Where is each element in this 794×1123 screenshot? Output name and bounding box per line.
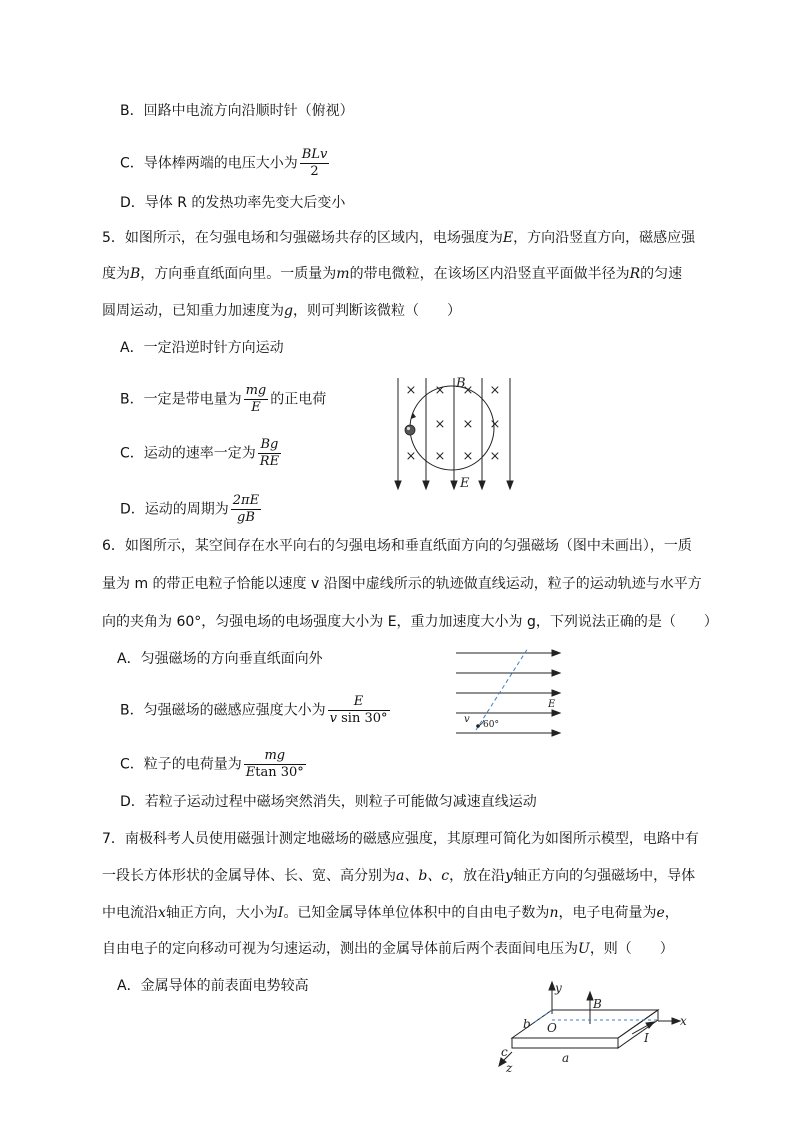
q6-figure <box>448 644 566 740</box>
fig-label-angle: 60° <box>483 720 499 730</box>
q5-l3-g: g <box>284 303 293 319</box>
q6-option-c <box>120 748 308 781</box>
q5-figure <box>388 372 526 494</box>
q6-b-den-sin: sin 30° <box>341 711 388 726</box>
q7-l3-c: 。已知金属导体单位体积中的自由电子数为 <box>283 905 550 921</box>
q5-l1-b: ，方向沿竖直方向，磁感应强 <box>513 230 696 246</box>
q5-l3-b: ，则可判断该微粒（ ） <box>292 303 461 319</box>
particle-highlight <box>407 427 410 430</box>
q7-l3-x: x <box>158 905 166 921</box>
e-arrow-5 <box>552 730 560 736</box>
cross-mark: × <box>434 383 446 398</box>
q5-stem-line3 <box>102 301 461 321</box>
charged-particle <box>405 425 415 435</box>
e-arrow-4 <box>552 710 560 716</box>
q5-d-den: gB <box>237 510 255 525</box>
field-arrow-1 <box>395 481 401 489</box>
circular-path <box>410 386 494 470</box>
q5-b-tail: 的正电荷 <box>270 391 327 408</box>
q5-l2-d: 的匀速 <box>640 266 683 282</box>
q4-c-denominator: 2 <box>310 164 319 179</box>
q5-c-den: RE <box>259 454 280 469</box>
q5-option-a: A．一定沿逆时针方向运动 <box>120 340 284 356</box>
cross-mark: × <box>434 417 446 432</box>
q6-b-den-v: v <box>329 711 337 726</box>
q5-b-den: E <box>251 400 261 415</box>
fig-label-c: c <box>501 1045 508 1059</box>
fig-label-B: B <box>593 997 602 1011</box>
q6-c-den-tan: tan 30° <box>255 765 304 780</box>
q7-stem-line1: 7．南极科考人员使用磁强计测定地磁场的磁感应强度，其原理可简化为如图所示模型，电路中有 <box>102 831 699 847</box>
q5-d-fraction <box>231 493 261 526</box>
q7-l3-I: I <box>277 905 284 921</box>
q6-b-fraction <box>328 694 390 727</box>
q6-stem-line1: 6．如图所示，某空间存在水平向右的匀强电场和垂直纸面方向的匀强磁场（图中未画出），一质 <box>102 538 692 554</box>
q5-l3-a: 圆周运动，已知重力加速度为 <box>102 303 284 319</box>
q5-option-b <box>120 383 326 416</box>
q6-c-den-E: E <box>245 765 256 780</box>
q4-option-c-fraction <box>300 147 330 180</box>
field-arrow-2 <box>423 481 429 489</box>
field-arrow-5 <box>507 481 513 489</box>
field-arrow-3 <box>451 481 457 489</box>
fig-label-O: O <box>547 1021 557 1035</box>
q7-l3-e: e <box>656 905 665 921</box>
fig-label-y: y <box>555 981 562 995</box>
e-arrow-2 <box>552 670 560 676</box>
q5-option-d <box>120 493 263 526</box>
q7-l2-b: ，放在沿 <box>449 868 506 884</box>
q5-l2-B: B <box>130 266 141 282</box>
q7-l4-b: ，则（ ） <box>589 941 674 957</box>
fig-label-x: x <box>680 1014 687 1028</box>
q5-l2-R: R <box>629 266 641 282</box>
q7-l3-d: ，电子电荷量为 <box>558 905 657 921</box>
q6-b-text: B．匀强磁场的磁感应强度大小为 <box>120 702 326 719</box>
cross-mark: × <box>405 383 417 398</box>
box-front-face <box>512 1038 618 1048</box>
q7-l4-U: U <box>578 941 590 957</box>
q6-option-a: A．匀强磁场的方向垂直纸面向外 <box>117 651 323 667</box>
q7-l2-a: 一段长方体形状的金属导体、长、宽、高分别为 <box>102 868 396 884</box>
fig-label-I: I <box>644 1031 649 1045</box>
fig-label-v: v <box>464 714 470 725</box>
fig-label-E: E <box>460 476 470 491</box>
q6-c-text: C．粒子的电荷量为 <box>120 756 242 773</box>
cross-mark: × <box>489 449 501 464</box>
q7-stem-line4 <box>102 939 674 959</box>
q7-l3-e2: ， <box>664 905 679 921</box>
q7-stem-line2 <box>102 866 695 886</box>
cross-mark: × <box>462 383 474 398</box>
q7-l3-n: n <box>549 905 559 921</box>
fig-label-E: E <box>548 699 556 710</box>
e-arrow-1 <box>552 650 560 656</box>
q4-option-d: D．导体 R 的发热功率先变大后变小 <box>120 195 346 211</box>
q4-option-b: B．回路中电流方向沿顺时针（俯视） <box>120 103 354 119</box>
q5-stem-line1 <box>102 228 695 248</box>
q6-c-num: mg <box>244 748 306 765</box>
q5-l2-c: 的带电微粒，在该场区内沿竖直平面做半径为 <box>349 266 630 282</box>
q7-figure <box>492 978 694 1074</box>
q5-l2-a: 度为 <box>102 266 130 282</box>
fig-label-z: z <box>506 1061 513 1074</box>
q5-option-c <box>120 437 283 470</box>
q7-l2-c: 轴正方向的匀强磁场中，导体 <box>513 868 696 884</box>
q5-b-num: mg <box>245 383 267 398</box>
cross-mark: × <box>489 417 501 432</box>
q5-l2-m: m <box>336 266 350 282</box>
q5-l1-E: E <box>502 230 514 246</box>
cross-mark: × <box>489 383 501 398</box>
q5-l1-a: 5．如图所示，在匀强电场和匀强磁场共存的区域内，电场强度为 <box>102 230 503 246</box>
box-side-face <box>618 1010 658 1048</box>
cross-mark: × <box>434 449 446 464</box>
q6-stem-line2: 量为 m 的带正电粒子恰能以速度 v 沿图中虚线所示的轨迹做直线运动，粒子的运动轨迹与水平方 <box>102 576 702 592</box>
cross-mark: × <box>462 449 474 464</box>
q5-c-num: Bg <box>258 437 281 454</box>
fig-label-b: b <box>523 1017 531 1031</box>
fig-label-a: a <box>562 1051 570 1065</box>
q7-stem-line3 <box>102 903 679 923</box>
q7-l2-y: y <box>505 868 514 884</box>
q6-option-b <box>120 694 392 727</box>
q4-option-c-text: C．导体棒两端的电压大小为 <box>120 155 298 172</box>
q5-c-text: C．运动的速率一定为 <box>120 445 256 462</box>
cross-mark: × <box>405 449 417 464</box>
fig-label-B: B <box>456 376 466 391</box>
q5-d-num: 2πE <box>232 493 260 508</box>
q5-l2-b: ，方向垂直纸面向里。一质量为 <box>140 266 337 282</box>
q5-b-text: B．一定是带电量为 <box>120 391 242 408</box>
q5-d-text: D．运动的周期为 <box>120 501 229 518</box>
trajectory-dashed-line <box>476 648 528 730</box>
q7-l3-b: 轴正方向，大小为 <box>165 905 278 921</box>
q5-stem-line2 <box>102 264 682 284</box>
q6-stem-line3: 向的夹角为 60°，匀强电场的电场强度大小为 E，重力加速度大小为 g，下列说法正确的是（ ） <box>102 614 718 630</box>
q5-b-fraction <box>244 383 269 416</box>
q6-b-num: E <box>328 694 390 711</box>
q6-c-fraction <box>244 748 306 781</box>
e-arrow-3 <box>552 690 560 696</box>
q6-option-d: D．若粒子运动过程中磁场突然消失，则粒子可能做匀减速直线运动 <box>120 794 537 810</box>
q7-option-a: A．金属导体的前表面电势较高 <box>117 978 309 994</box>
particle-dot <box>476 724 480 728</box>
q4-c-numerator: BLv <box>301 147 328 162</box>
q5-c-fraction <box>258 437 281 470</box>
box-top-face <box>512 1010 658 1038</box>
q4-option-c <box>120 147 331 180</box>
q7-l4-a: 自由电子的定向移动可视为匀速运动，测出的金属导体前后两个表面间电压为 <box>102 941 578 957</box>
field-arrow-4 <box>479 481 485 489</box>
x-axis-arrow <box>672 1018 680 1024</box>
q7-l3-a: 中电流沿 <box>102 905 158 921</box>
cross-mark: × <box>462 417 474 432</box>
q7-l2-abc: a、b、c <box>396 868 450 884</box>
